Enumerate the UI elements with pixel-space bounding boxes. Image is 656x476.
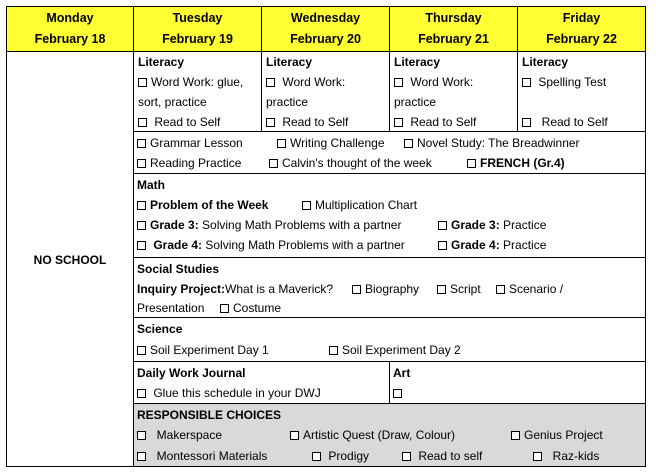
inquiry-text: What is a Maverick? — [225, 282, 334, 296]
literacy-title: Literacy — [394, 55, 441, 69]
checkbox-icon[interactable] — [511, 431, 520, 440]
choice-read-to-self: Read to self — [418, 449, 483, 463]
social-title: Social Studies — [137, 262, 220, 276]
task-label: Word Work: — [410, 75, 474, 89]
checkbox-icon[interactable] — [404, 139, 413, 148]
task-label: Read to Self — [410, 115, 477, 129]
checkbox-icon[interactable] — [266, 118, 275, 127]
header-tuesday — [133, 6, 262, 52]
grade-label: Grade 3: — [150, 218, 199, 232]
monday-column — [6, 51, 134, 467]
choices-title: RESPONSIBLE CHOICES — [137, 408, 282, 422]
reading-practice: Reading Practice — [150, 156, 242, 170]
checkbox-icon[interactable] — [290, 431, 299, 440]
checkbox-icon[interactable] — [137, 431, 146, 440]
social-studies-section — [133, 257, 646, 318]
checkbox-icon[interactable] — [394, 78, 403, 87]
biography-option: Biography — [365, 282, 420, 296]
checkbox-icon[interactable] — [137, 201, 146, 210]
literacy-title: Literacy — [522, 55, 569, 69]
day-date: February 19 — [162, 32, 233, 46]
checkbox-icon[interactable] — [137, 346, 146, 355]
grade-label: Grade 4: — [153, 238, 203, 252]
calvin-thought: Calvin's thought of the week — [282, 156, 432, 170]
journal-section — [133, 361, 390, 404]
checkbox-icon[interactable] — [438, 241, 447, 250]
checkbox-icon[interactable] — [533, 452, 542, 461]
checkbox-icon[interactable] — [137, 139, 146, 148]
header-wednesday — [261, 6, 390, 52]
checkbox-icon[interactable] — [393, 389, 402, 398]
checkbox-icon[interactable] — [137, 241, 146, 250]
checkbox-icon[interactable] — [302, 201, 311, 210]
day-date: February 18 — [34, 32, 106, 46]
inquiry-label: Inquiry Project: — [137, 282, 226, 296]
task-label: practice — [394, 95, 437, 109]
problem-of-week: Problem of the Week — [150, 198, 269, 212]
choice-makerspace: Makerspace — [156, 428, 223, 442]
art-section — [389, 361, 646, 404]
grade-task: Practice — [503, 238, 547, 252]
grade-label: Grade 4: — [451, 238, 500, 252]
day-date: February 20 — [290, 32, 361, 46]
french-class: FRENCH (Gr.4) — [480, 156, 565, 170]
header-monday — [6, 6, 134, 52]
task-label: Word Work: glue, — [151, 75, 244, 89]
task-label: Word Work: — [282, 75, 346, 89]
soil-day-1: Soil Experiment Day 1 — [150, 343, 269, 357]
task-label: Read to Self — [541, 115, 608, 129]
grade-label: Grade 3: — [451, 218, 500, 232]
costume-option: Costume — [233, 301, 282, 315]
checkbox-icon[interactable] — [402, 452, 411, 461]
science-section — [133, 317, 646, 362]
task-label: Read to Self — [282, 115, 349, 129]
checkbox-icon[interactable] — [138, 78, 147, 87]
header-thursday — [389, 6, 518, 52]
math-title: Math — [137, 178, 165, 192]
script-option: Script — [450, 282, 481, 296]
checkbox-icon[interactable] — [437, 285, 446, 294]
day-name: Tuesday — [172, 11, 223, 25]
choice-artistic-quest: Artistic Quest (Draw, Colour) — [303, 428, 456, 442]
checkbox-icon[interactable] — [312, 452, 321, 461]
science-title: Science — [137, 322, 183, 336]
task-label: Spelling Test — [538, 75, 607, 89]
checkbox-icon[interactable] — [329, 346, 338, 355]
day-date: February 21 — [418, 32, 489, 46]
literacy-tuesday — [133, 51, 262, 132]
literacy-thursday — [389, 51, 518, 132]
checkbox-icon[interactable] — [137, 221, 146, 230]
literacy-wednesday — [261, 51, 390, 132]
literacy-title: Literacy — [266, 55, 313, 69]
multiplication-chart: Multiplication Chart — [315, 198, 418, 212]
writing-challenge: Writing Challenge — [290, 136, 385, 150]
literacy-extras — [133, 131, 646, 174]
checkbox-icon[interactable] — [496, 285, 505, 294]
art-title: Art — [393, 366, 411, 380]
checkbox-icon[interactable] — [266, 78, 275, 87]
choice-prodigy: Prodigy — [328, 449, 370, 463]
presentation-option: Presentation — [137, 301, 205, 315]
novel-study: Novel Study: The Breadwinner — [417, 136, 580, 150]
task-label: Read to Self — [154, 115, 221, 129]
journal-task: Glue this schedule in your DWJ — [153, 386, 321, 400]
checkbox-icon[interactable] — [394, 118, 403, 127]
checkbox-icon[interactable] — [220, 304, 229, 313]
day-name: Thursday — [425, 11, 482, 25]
grade-task: Solving Math Problems with a partner — [205, 238, 405, 252]
checkbox-icon[interactable] — [137, 389, 146, 398]
literacy-friday — [517, 51, 646, 132]
checkbox-icon[interactable] — [277, 139, 286, 148]
task-label: sort, practice — [138, 95, 207, 109]
checkbox-icon[interactable] — [138, 118, 147, 127]
math-section — [133, 173, 646, 258]
header-friday — [517, 6, 646, 52]
day-name: Friday — [562, 11, 601, 25]
choice-raz-kids: Raz-kids — [552, 449, 600, 463]
grammar-lesson: Grammar Lesson — [150, 136, 243, 150]
no-school-label: NO SCHOOL — [33, 253, 107, 267]
choice-genius-project: Genius Project — [524, 428, 603, 442]
checkbox-icon[interactable] — [269, 159, 278, 168]
literacy-title: Literacy — [138, 55, 185, 69]
task-label: practice — [266, 95, 309, 109]
checkbox-icon[interactable] — [137, 159, 146, 168]
day-date: February 22 — [546, 32, 617, 46]
checkbox-icon[interactable] — [522, 78, 531, 87]
grade-task: Practice — [503, 218, 547, 232]
checkbox-icon[interactable] — [467, 159, 476, 168]
checkbox-icon[interactable] — [352, 285, 361, 294]
day-name: Monday — [46, 11, 94, 25]
responsible-choices — [133, 403, 646, 467]
choice-montessori: Montessori Materials — [156, 449, 268, 463]
checkbox-icon[interactable] — [438, 221, 447, 230]
checkbox-icon[interactable] — [137, 452, 146, 461]
grade-task: Solving Math Problems with a partner — [202, 218, 402, 232]
journal-title: Daily Work Journal — [137, 366, 246, 380]
soil-day-2: Soil Experiment Day 2 — [342, 343, 461, 357]
checkbox-icon[interactable] — [522, 118, 531, 127]
scenario-option: Scenario / — [509, 282, 564, 296]
day-name: Wednesday — [290, 11, 361, 25]
